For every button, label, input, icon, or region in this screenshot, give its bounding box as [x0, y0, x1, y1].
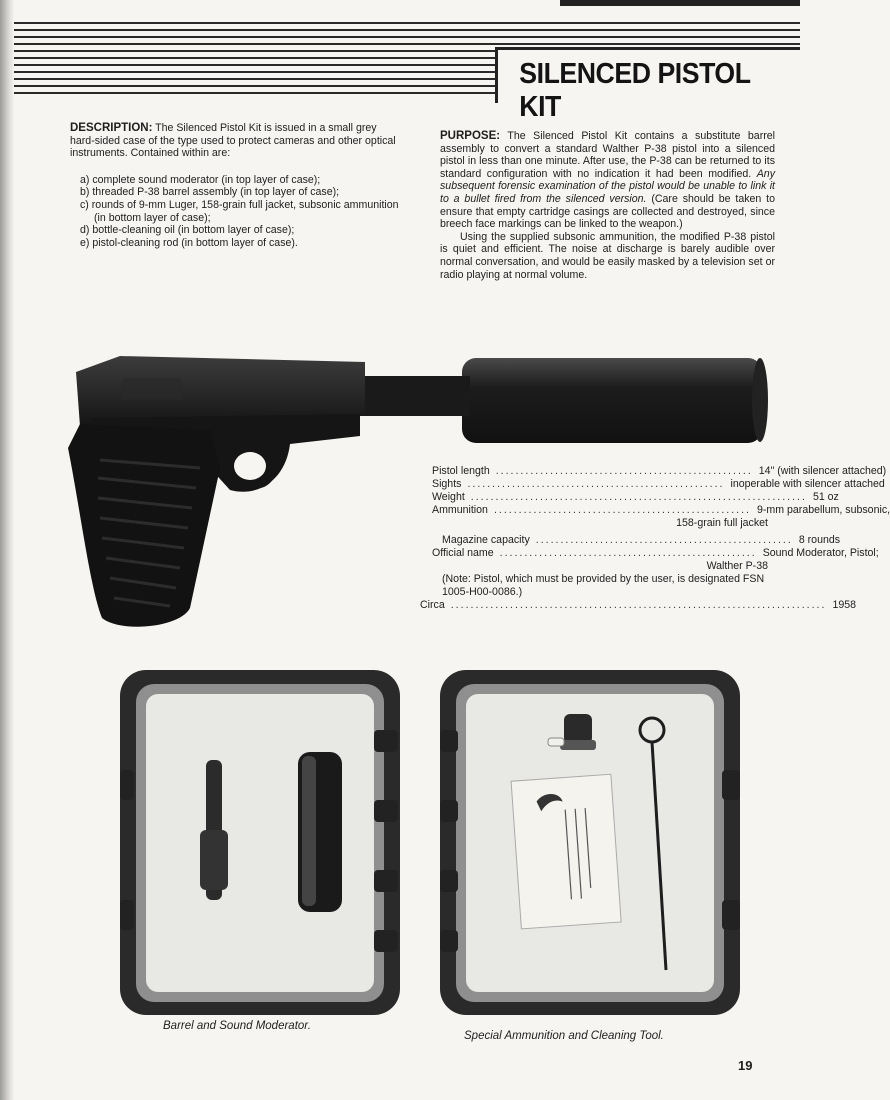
contents-list — [80, 174, 400, 250]
spec-value: 1958 — [832, 599, 857, 611]
list-item: d) bottle-cleaning oil (in bottom layer of case); — [80, 224, 295, 237]
spec-ammunition — [432, 504, 890, 517]
dot-leader: .................................................... — [535, 534, 793, 546]
purpose-paragraph — [440, 130, 775, 231]
dot-leader: .................................................... — [495, 465, 753, 477]
spec-value: 9-mm parabellum, subsonic, — [757, 504, 890, 516]
spec-label: Circa — [420, 599, 445, 611]
purpose-lead: PURPOSE: — [440, 130, 501, 142]
list-item: b) threaded P-38 barrel assembly (in top layer of case); — [80, 186, 340, 199]
title-box — [495, 47, 800, 123]
description-lead: DESCRIPTION: — [70, 122, 153, 134]
spec-value: 8 rounds — [798, 534, 841, 546]
list-item: e) pistol-cleaning rod (in bottom layer of case). — [80, 236, 298, 249]
purpose-text-italic: Any subsequent forensic examination of the pistol would be unable to link it to a bullet fired from the silenced version. — [440, 167, 775, 205]
spec-value-continued: Walther P-38 — [706, 560, 768, 572]
spec-label: Pistol length — [432, 465, 490, 477]
spec-label: Magazine capacity — [442, 534, 530, 546]
spec-magazine — [432, 534, 841, 547]
description-column — [70, 122, 400, 249]
spec-label: Weight — [432, 491, 465, 503]
spec-pistol-length — [432, 465, 887, 478]
case-photo-ammunition-cleaning-tool — [440, 670, 740, 1015]
spec-label: Ammunition — [432, 504, 488, 516]
spec-value: 51 oz — [812, 491, 839, 503]
spec-value: 14" (with silencer attached) — [758, 465, 887, 477]
purpose-column — [440, 130, 775, 281]
spec-value: inoperable with silencer attached — [730, 478, 885, 490]
purpose-text-2: (Care should be taken to ensure that empty cartridge casings are collected and destroyed, since breech face markings can be linked to the weapon.) — [440, 192, 775, 231]
spec-value-continued: 158-grain full jacket — [676, 517, 768, 529]
spec-weight — [432, 491, 839, 504]
spec-note: (Note: Pistol, which must be provided by the user, is designated FSN 1005-H00-0086.) — [442, 573, 765, 598]
specifications — [420, 465, 890, 612]
list-item: c) rounds of 9-mm Luger, 158-grain full jacket, subsonic ammunition (in bottom layer of case); — [80, 198, 399, 224]
dot-leader: .................................................... — [467, 478, 725, 490]
spec-label: Official name — [432, 547, 494, 559]
spec-circa — [420, 599, 857, 612]
dot-leader: .................................................... — [499, 547, 757, 559]
page-title: SILENCED PISTOL KIT — [519, 58, 751, 123]
page-gutter-shadow — [0, 0, 14, 1100]
dot-leader: .................................................................... — [470, 491, 807, 503]
spec-value: Sound Moderator, Pistol; — [762, 547, 879, 559]
purpose-text-1: The Silenced Pistol Kit contains a substitute barrel assembly to convert a standard Walther P-38 pistol into a silenced pistol in less than one minute. After use, the P-38 can be returned to its standard configuration with no indication it had been modified. — [440, 130, 775, 180]
dot-leader: ............................................................................ — [450, 599, 827, 611]
spec-official-name — [432, 547, 879, 560]
purpose-paragraph-2: Using the supplied subsonic ammunition, the modified P-38 pistol is quiet and efficient. The noise at discharge is barely audible over normal conversation, and would be easily masked by a television set or radio playing at normal volume. — [440, 230, 775, 281]
case-photo-barrel-moderator — [120, 670, 400, 1015]
caption-left: Barrel and Sound Moderator. — [163, 1020, 311, 1032]
list-item: a) complete sound moderator (in top layer of case); — [80, 173, 321, 186]
dot-leader: .................................................... — [493, 504, 751, 516]
description-text: The Silenced Pistol Kit is issued in a small grey hard-sided case of the type used to protect cameras and other optical instruments. Contained within are: — [70, 122, 396, 160]
top-bar — [560, 0, 800, 6]
description-paragraph — [70, 122, 400, 160]
spec-label: Sights — [432, 478, 462, 490]
spec-sights — [432, 478, 885, 491]
page-number: 19 — [738, 1058, 753, 1073]
caption-right: Special Ammunition and Cleaning Tool. — [464, 1030, 664, 1042]
